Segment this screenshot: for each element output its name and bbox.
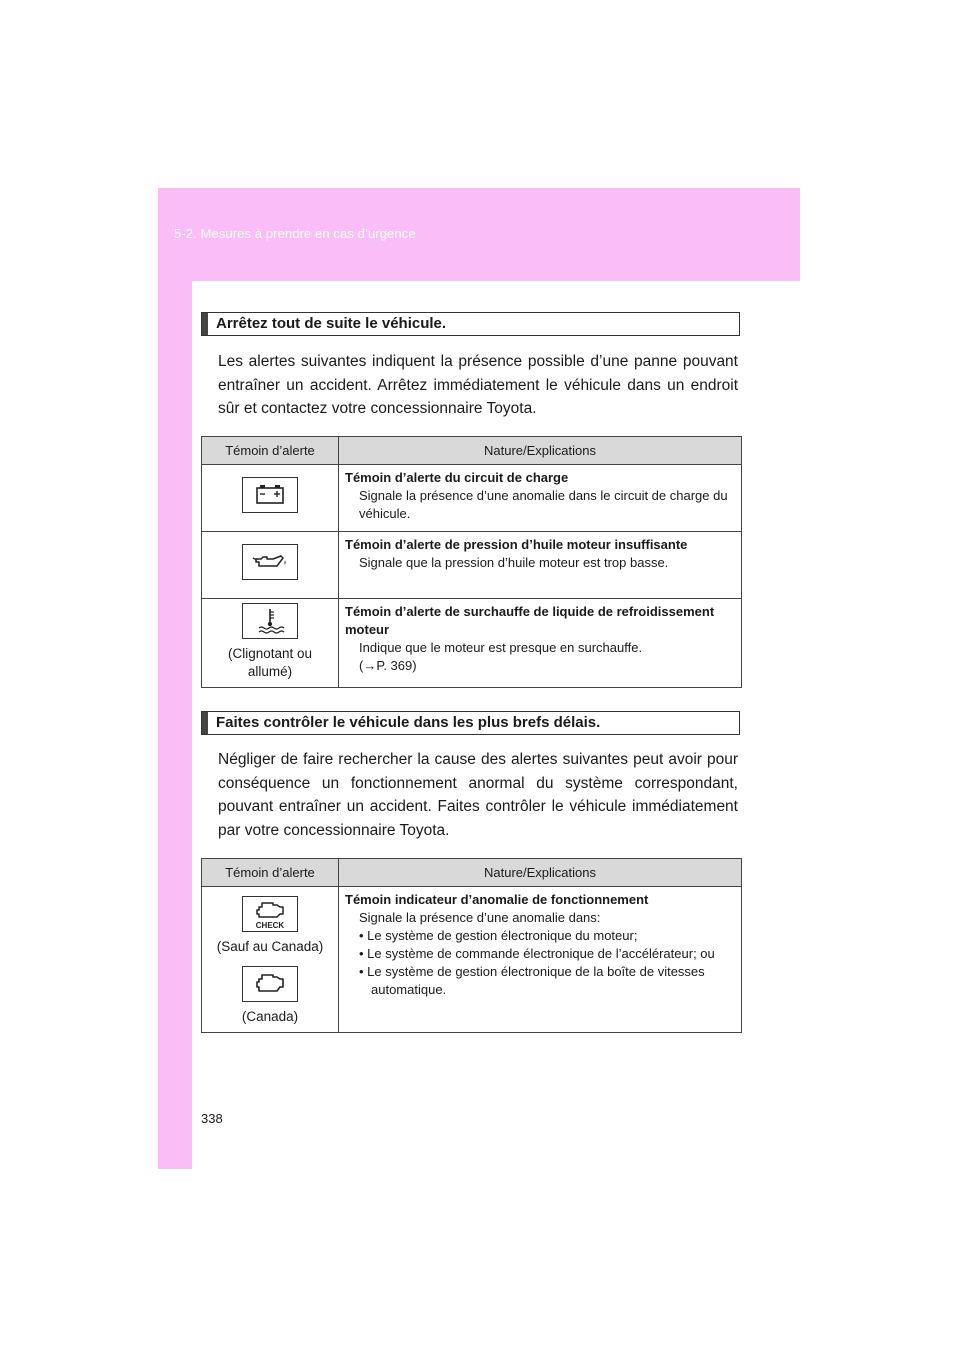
table-row [202, 599, 742, 688]
indicator-caption: (Clignotant ou allumé) [227, 646, 313, 679]
section-paragraph: Les alertes suivantes indiquent la présence possible d’une panne pouvant entraîner un accident. Arrêtez immédiatement le véhicule dans un endroit sûr et contactez votre concessionnaire Toyota. [218, 353, 738, 417]
explanation-cell [339, 465, 742, 532]
indicator-cell [202, 465, 339, 532]
indicator-title: Témoin d’alerte de pression d’huile moteur insuffisante [345, 537, 688, 552]
breadcrumb: 5-2. Mesures à prendre en cas d’urgence [174, 226, 416, 241]
warning-table-inspect [201, 858, 742, 1033]
indicator-cell [202, 887, 339, 1033]
explanation-cell [339, 887, 742, 1033]
column-header-indicator: Témoin d’alerte [202, 437, 339, 465]
svg-text:CHECK: CHECK [255, 921, 285, 930]
heading-marker-bar [202, 313, 208, 335]
chapter-margin-tab [158, 281, 192, 1169]
indicator-cell [202, 599, 339, 688]
page-reference: (→P. 369) [359, 658, 417, 673]
bullet-item: • Le système de gestion électronique du moteur; [359, 928, 638, 943]
table-row [202, 532, 742, 599]
check-engine-icon [242, 896, 298, 932]
table-header-row [202, 859, 742, 887]
engine-icon [242, 966, 298, 1002]
bullet-item: • Le système de gestion électronique de la boîte de vitesses automatique. [359, 964, 705, 997]
column-header-explanation: Nature/Explications [339, 859, 742, 887]
table-header-row [202, 437, 742, 465]
indicator-description: Signale que la pression d’huile moteur est trop basse. [359, 555, 669, 570]
column-header-indicator: Témoin d’alerte [202, 859, 339, 887]
column-header-explanation: Nature/Explications [339, 437, 742, 465]
indicator-title: Témoin d’alerte de surchauffe de liquide de refroidissement moteur [345, 604, 715, 637]
indicator-description: Signale la présence d’une anomalie dans: [359, 910, 601, 925]
table-row [202, 887, 742, 1033]
section-heading-stop-vehicle [201, 312, 740, 336]
section-heading-text: Arrêtez tout de suite le véhicule. [216, 315, 447, 332]
battery-icon [242, 477, 298, 513]
indicator-caption: (Canada) [241, 1009, 299, 1024]
warning-table-stop [201, 436, 742, 688]
table-row [202, 465, 742, 532]
section-heading-text: Faites contrôler le véhicule dans les plus brefs délais. [216, 714, 601, 731]
heading-marker-bar [202, 712, 208, 734]
indicator-title: Témoin indicateur d’anomalie de fonctionnement [345, 892, 649, 907]
oil-can-icon [242, 544, 298, 580]
indicator-description: Signale la présence d’une anomalie dans le circuit de charge du véhicule. [359, 488, 728, 521]
explanation-cell [339, 599, 742, 688]
section-heading-have-inspected [201, 711, 740, 735]
coolant-temperature-icon [242, 603, 298, 639]
bullet-item: • Le système de commande électronique de l’accélérateur; ou [359, 946, 715, 961]
indicator-cell [202, 532, 339, 599]
section-paragraph: Négliger de faire rechercher la cause des alertes suivantes peut avoir pour conséquence un fonctionnement anormal du système correspondant, pouvant entraîner un accident. Faites contrôler le véhicule immédiatement par votre concessionnaire Toyota. [218, 751, 738, 839]
indicator-caption: (Sauf au Canada) [216, 939, 324, 954]
indicator-description: Indique que le moteur est presque en surchauffe. [359, 640, 643, 655]
page-number: 338 [201, 1111, 223, 1126]
explanation-cell [339, 532, 742, 599]
indicator-title: Témoin d’alerte du circuit de charge [345, 470, 569, 485]
